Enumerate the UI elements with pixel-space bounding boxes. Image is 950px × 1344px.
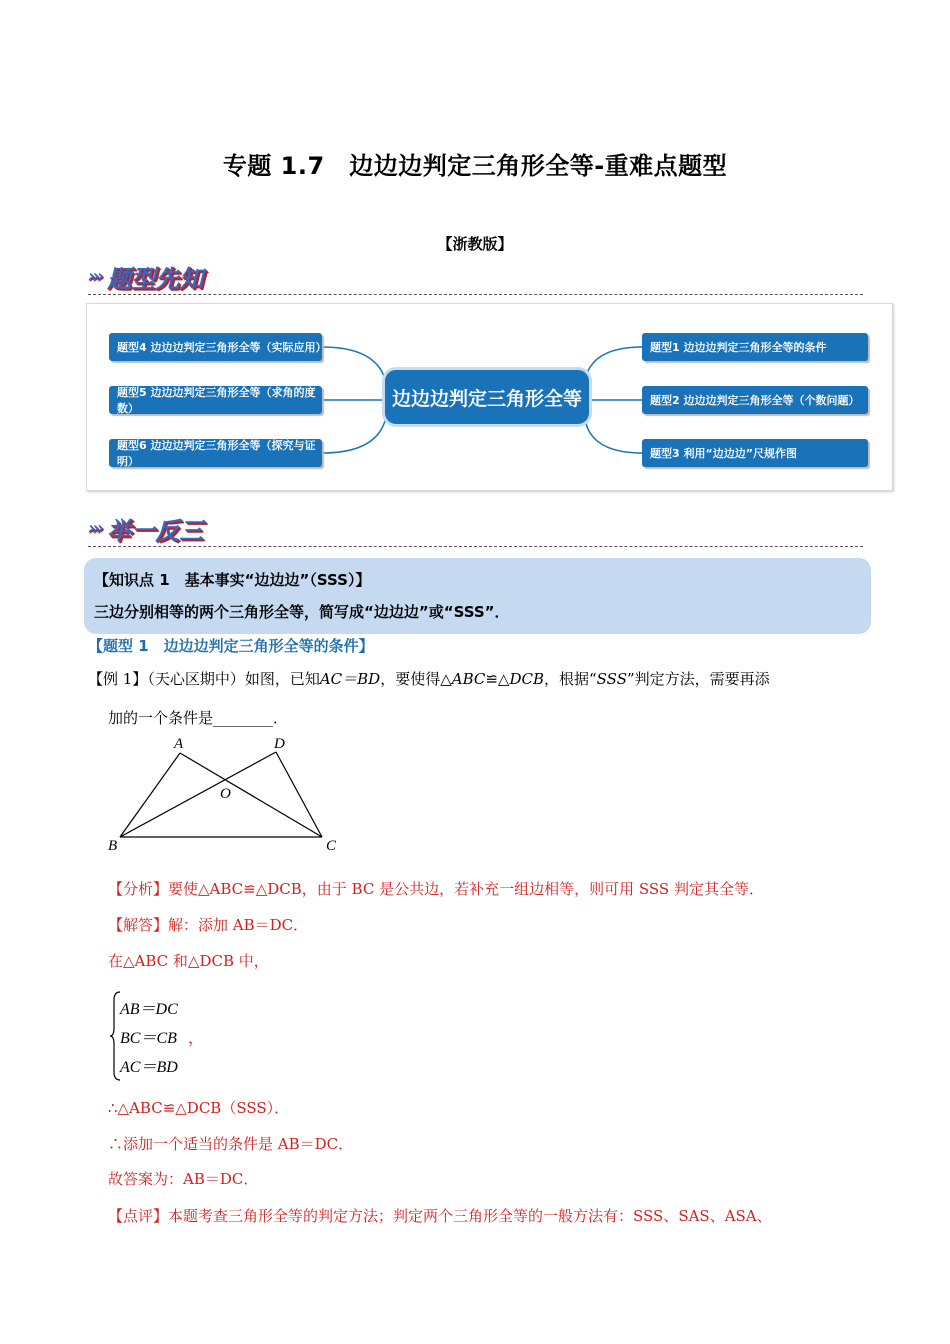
- example-text: DCB: [509, 670, 544, 688]
- divider: [88, 294, 863, 295]
- analysis-text: 要使△ABC≌△DCB，由于 BC 是公共边，若补充一组边相等，则可用 SSS 判定其全等．: [168, 880, 764, 898]
- equation-system: [110, 990, 205, 1082]
- answer-text: 解：添加 AB＝DC．: [168, 916, 309, 934]
- vertex-label-b: B: [108, 838, 118, 854]
- example-text: ABC: [451, 670, 486, 688]
- vertex-label-c: C: [326, 838, 337, 854]
- triangle-figure: [100, 732, 350, 857]
- knowledge-text: 三边分别相等的两个三角形全等，简写成“边边边”或“SSS”．: [94, 603, 510, 621]
- equation: AC＝BD: [120, 1059, 178, 1076]
- therefore-line: ∴△ABC≌△DCB（SSS）．: [108, 1099, 290, 1117]
- example-question: [88, 667, 770, 691]
- example-text: ≌△: [485, 670, 510, 688]
- edition-label: 【浙教版】: [437, 235, 513, 253]
- knowledge-point-box: [84, 558, 871, 634]
- knowledge-heading: 【知识点 1 基本事实“边边边”（SSS）】: [94, 571, 371, 589]
- section-title: 题型先知: [107, 264, 204, 293]
- analysis-line: [108, 877, 764, 901]
- therefore-line: ∴添加一个适当的条件是 AB＝DC．: [108, 1135, 354, 1153]
- comment-text: 本题考查三角形全等的判定方法；判定两个三角形全等的一般方法有：SSS、SAS、ASA、: [168, 1207, 772, 1225]
- equation: AB＝DC: [120, 1001, 178, 1018]
- mindmap-node-type6: 题型6 边边边判定三角形全等（探究与证明）: [109, 439, 322, 467]
- vertex-label-a: A: [174, 736, 184, 752]
- answer-tag: 【解答】: [108, 916, 169, 934]
- example-text: （天心区期中）如图，已知: [147, 670, 320, 688]
- page-title: 专题 1.7 边边边判定三角形全等-重难点题型: [222, 152, 728, 180]
- example-text: ，根据“: [544, 670, 597, 688]
- mindmap-node-type3: 题型3 利用“边边边”尺规作图: [642, 439, 868, 467]
- arrows-icon: ›››: [88, 265, 102, 287]
- mindmap-node-type4: 题型4 边边边判定三角形全等（实际应用）: [109, 333, 322, 361]
- analysis-tag: 【分析】: [108, 880, 169, 898]
- final-answer: 故答案为：AB＝DC．: [108, 1170, 259, 1188]
- type-heading: 【题型 1 边边边判定三角形全等的条件】: [88, 637, 374, 655]
- example-text: ”判定方法，需要再添: [626, 670, 770, 688]
- section-title: 举一反三: [107, 516, 204, 545]
- example-label: 【例 1】: [88, 670, 148, 688]
- mind-map: [86, 303, 893, 491]
- comma: ，: [188, 1030, 205, 1047]
- point-label-o: O: [220, 786, 231, 802]
- answer-line: [108, 913, 308, 937]
- section-heading-preview: [88, 258, 203, 294]
- comment-line: [108, 1204, 772, 1228]
- mindmap-node-type2: 题型2 边边边判定三角形全等（个数问题）: [642, 386, 868, 414]
- solution-line: 在△ABC 和△DCB 中，: [108, 952, 269, 970]
- section-heading-practice: [88, 510, 203, 546]
- vertex-label-d: D: [274, 736, 285, 752]
- divider: [88, 546, 863, 547]
- example-text: SSS: [596, 670, 627, 688]
- mindmap-node-type5: 题型5 边边边判定三角形全等（求角的度数）: [109, 386, 322, 414]
- arrows-icon: ›››: [88, 517, 102, 539]
- example-question-line2: 加的一个条件是________．: [108, 709, 289, 727]
- comment-tag: 【点评】: [108, 1207, 169, 1225]
- example-text: AC＝BD: [319, 670, 381, 688]
- mindmap-node-type1: 题型1 边边边判定三角形全等的条件: [642, 333, 868, 361]
- mindmap-center: 边边边判定三角形全等: [382, 367, 592, 427]
- equation: BC＝CB: [120, 1030, 177, 1047]
- example-text: ，要使得△: [380, 670, 452, 688]
